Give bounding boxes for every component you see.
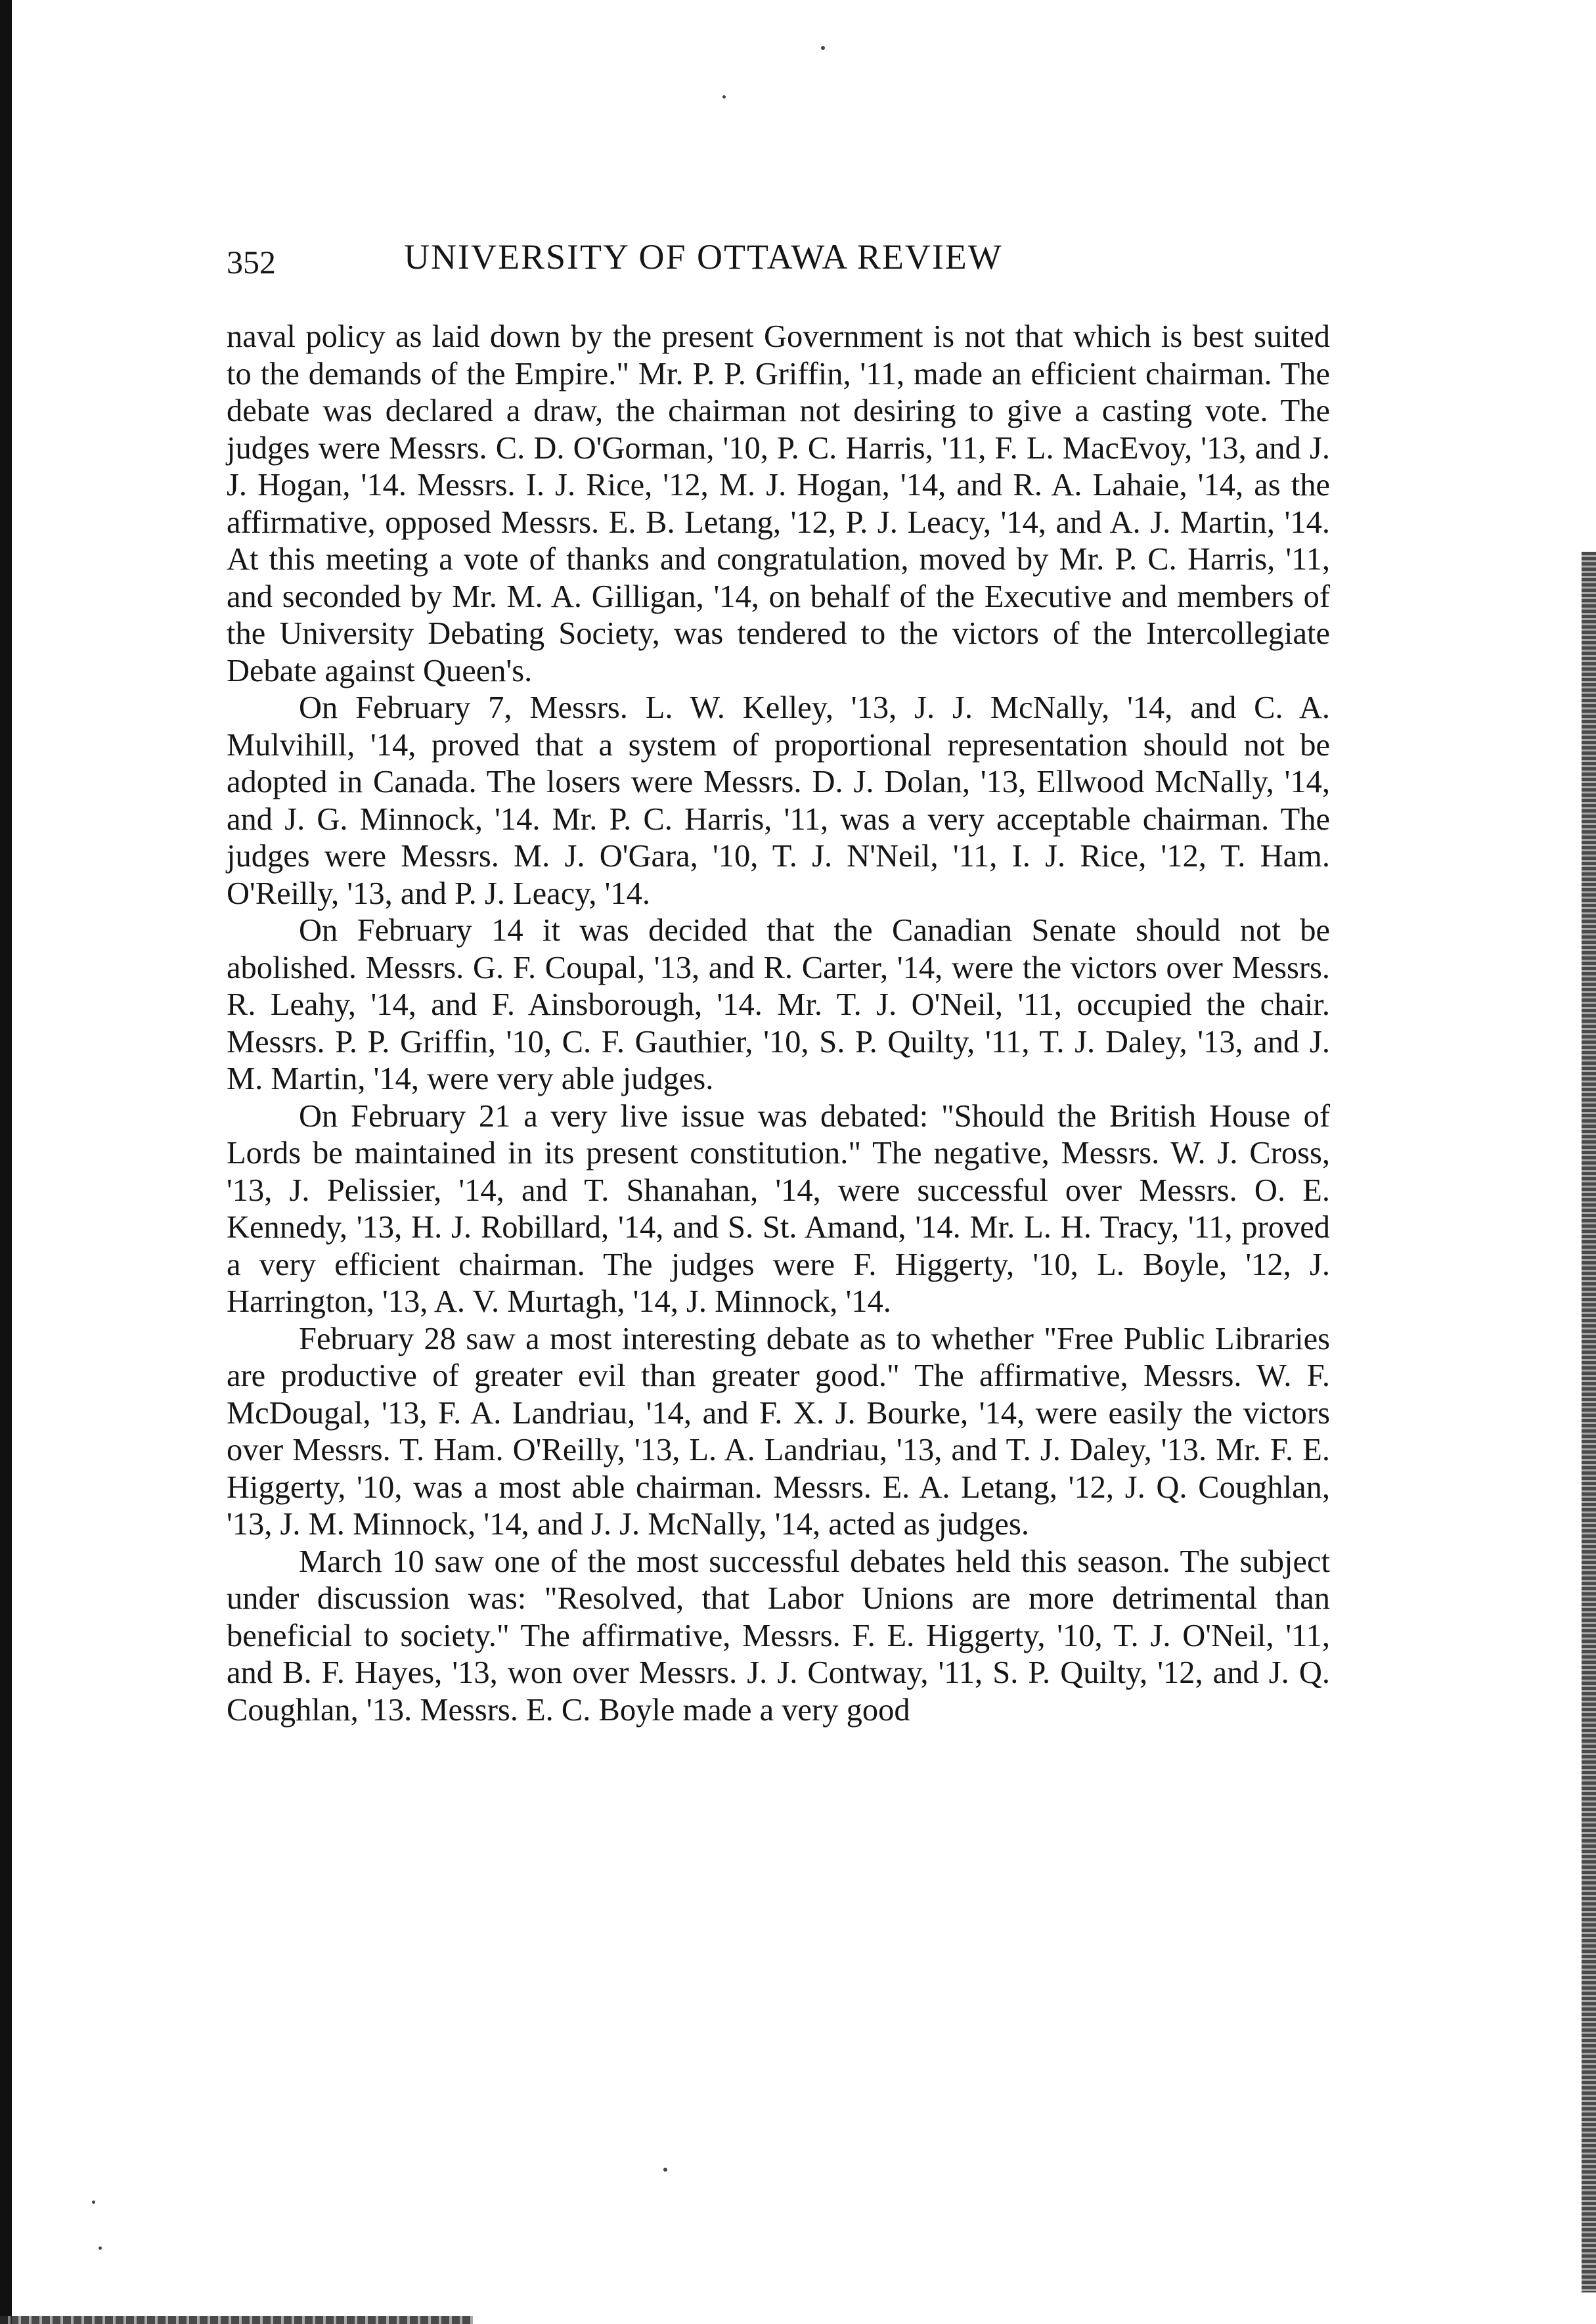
paragraph: naval policy as laid down by the present Government is not that which is best suited to the demands of the Empire." Mr. P. P. Griffin, '11, made an efficient chairman. The debate was declared a draw, the chairman not desiring to give a casting vote. The judges were Messrs. C. D. O'Gorman, '10, P. C. Harris, '11, F. L. MacEvoy, '13, and J. J. Hogan, '14. Messrs. I. J. Rice, '12, M. J. Hogan, '14, and R. A. Lahaie, '14, as the affirmative, opposed Messrs. E. B. Letang, '12, P. J. Leacy, '14, and A. J. Martin, '14. At this meeting a vote of thanks and congratulation, moved by Mr. P. C. Harris, '11, and seconded by Mr. M. A. Gilligan, '14, on behalf of the Executive and members of the University Debating Society, was tendered to the victors of the Intercollegiate Debate against Queen's.: [227, 319, 1330, 688]
paragraph: On February 14 it was decided that the Canadian Senate should not be abolished. Messrs. G. F. Coupal, '13, and R. Carter, '14, were the victors over Messrs. R. Leahy, '14, and F. Ainsborough, '14. Mr. T. J. O'Neil, '11, occupied the chair. Messrs. P. P. Griffin, '10, C. F. Gauthier, '10, S. P. Quilty, '11, T. J. Daley, '13, and J. M. Martin, '14, were very able judges.: [227, 913, 1330, 1096]
page-number: 352: [227, 244, 276, 280]
scan-speck: [663, 2168, 667, 2172]
paragraph: On February 7, Messrs. L. W. Kelley, '13, J. J. McNally, '14, and C. A. Mulvihill, '14, proved that a system of proportional representation should not be adopted in Canada. The losers were Messrs. D. J. Dolan, '13, Ellwood McNally, '14, and J. G. Minnock, '14. Mr. P. C. Harris, '11, was a very acceptable chairman. The judges were Messrs. M. J. O'Gara, '10, T. J. N'Neil, '11, I. J. Rice, '12, T. Ham. O'Reilly, '13, and P. J. Leacy, '14.: [227, 690, 1330, 911]
scan-edge-bottom: [0, 2316, 473, 2324]
scan-speck: [92, 2201, 95, 2204]
scan-speck: [722, 95, 726, 99]
scan-border-left: [0, 0, 12, 2324]
body-text: [227, 319, 1330, 1729]
running-title: UNIVERSITY OF OTTAWA REVIEW: [404, 237, 1003, 277]
page-header: [227, 236, 1343, 289]
paragraph: February 28 saw a most interesting debate as to whether "Free Public Libraries are productive of greater evil than greater good." The affirmative, Messrs. W. F. McDougal, '13, F. A. Landriau, '14, and F. X. J. Bourke, '14, were easily the victors over Messrs. T. Ham. O'Reilly, '13, L. A. Landriau, '13, and T. J. Daley, '13. Mr. F. E. Higgerty, '10, was a most able chairman. Messrs. E. A. Letang, '12, J. Q. Coughlan, '13, J. M. Minnock, '14, and J. J. McNally, '14, acted as judges.: [227, 1321, 1330, 1542]
paragraph: On February 21 a very live issue was debated: "Should the British House of Lords be maintained in its present constitution." The negative, Messrs. W. J. Cross, '13, J. Pelissier, '14, and T. Shanahan, '14, were successful over Messrs. O. E. Kennedy, '13, H. J. Robillard, '14, and S. St. Amand, '14. Mr. L. H. Tracy, '11, proved a very efficient chairman. The judges were F. Higgerty, '10, L. Boyle, '12, J. Harrington, '13, A. V. Murtagh, '14, J. Minnock, '14.: [227, 1098, 1330, 1319]
paragraph: March 10 saw one of the most successful debates held this season. The subject under discussion was: "Resolved, that Labor Unions are more detrimental than beneficial to society." The affirmative, Messrs. F. E. Higgerty, '10, T. J. O'Neil, '11, and B. F. Hayes, '13, won over Messrs. J. J. Contway, '11, S. P. Quilty, '12, and J. Q. Coughlan, '13. Messrs. E. C. Boyle made a very good: [227, 1544, 1330, 1728]
scan-edge-right: [1582, 552, 1596, 2292]
scan-speck: [99, 2246, 102, 2250]
scan-speck: [821, 46, 825, 50]
